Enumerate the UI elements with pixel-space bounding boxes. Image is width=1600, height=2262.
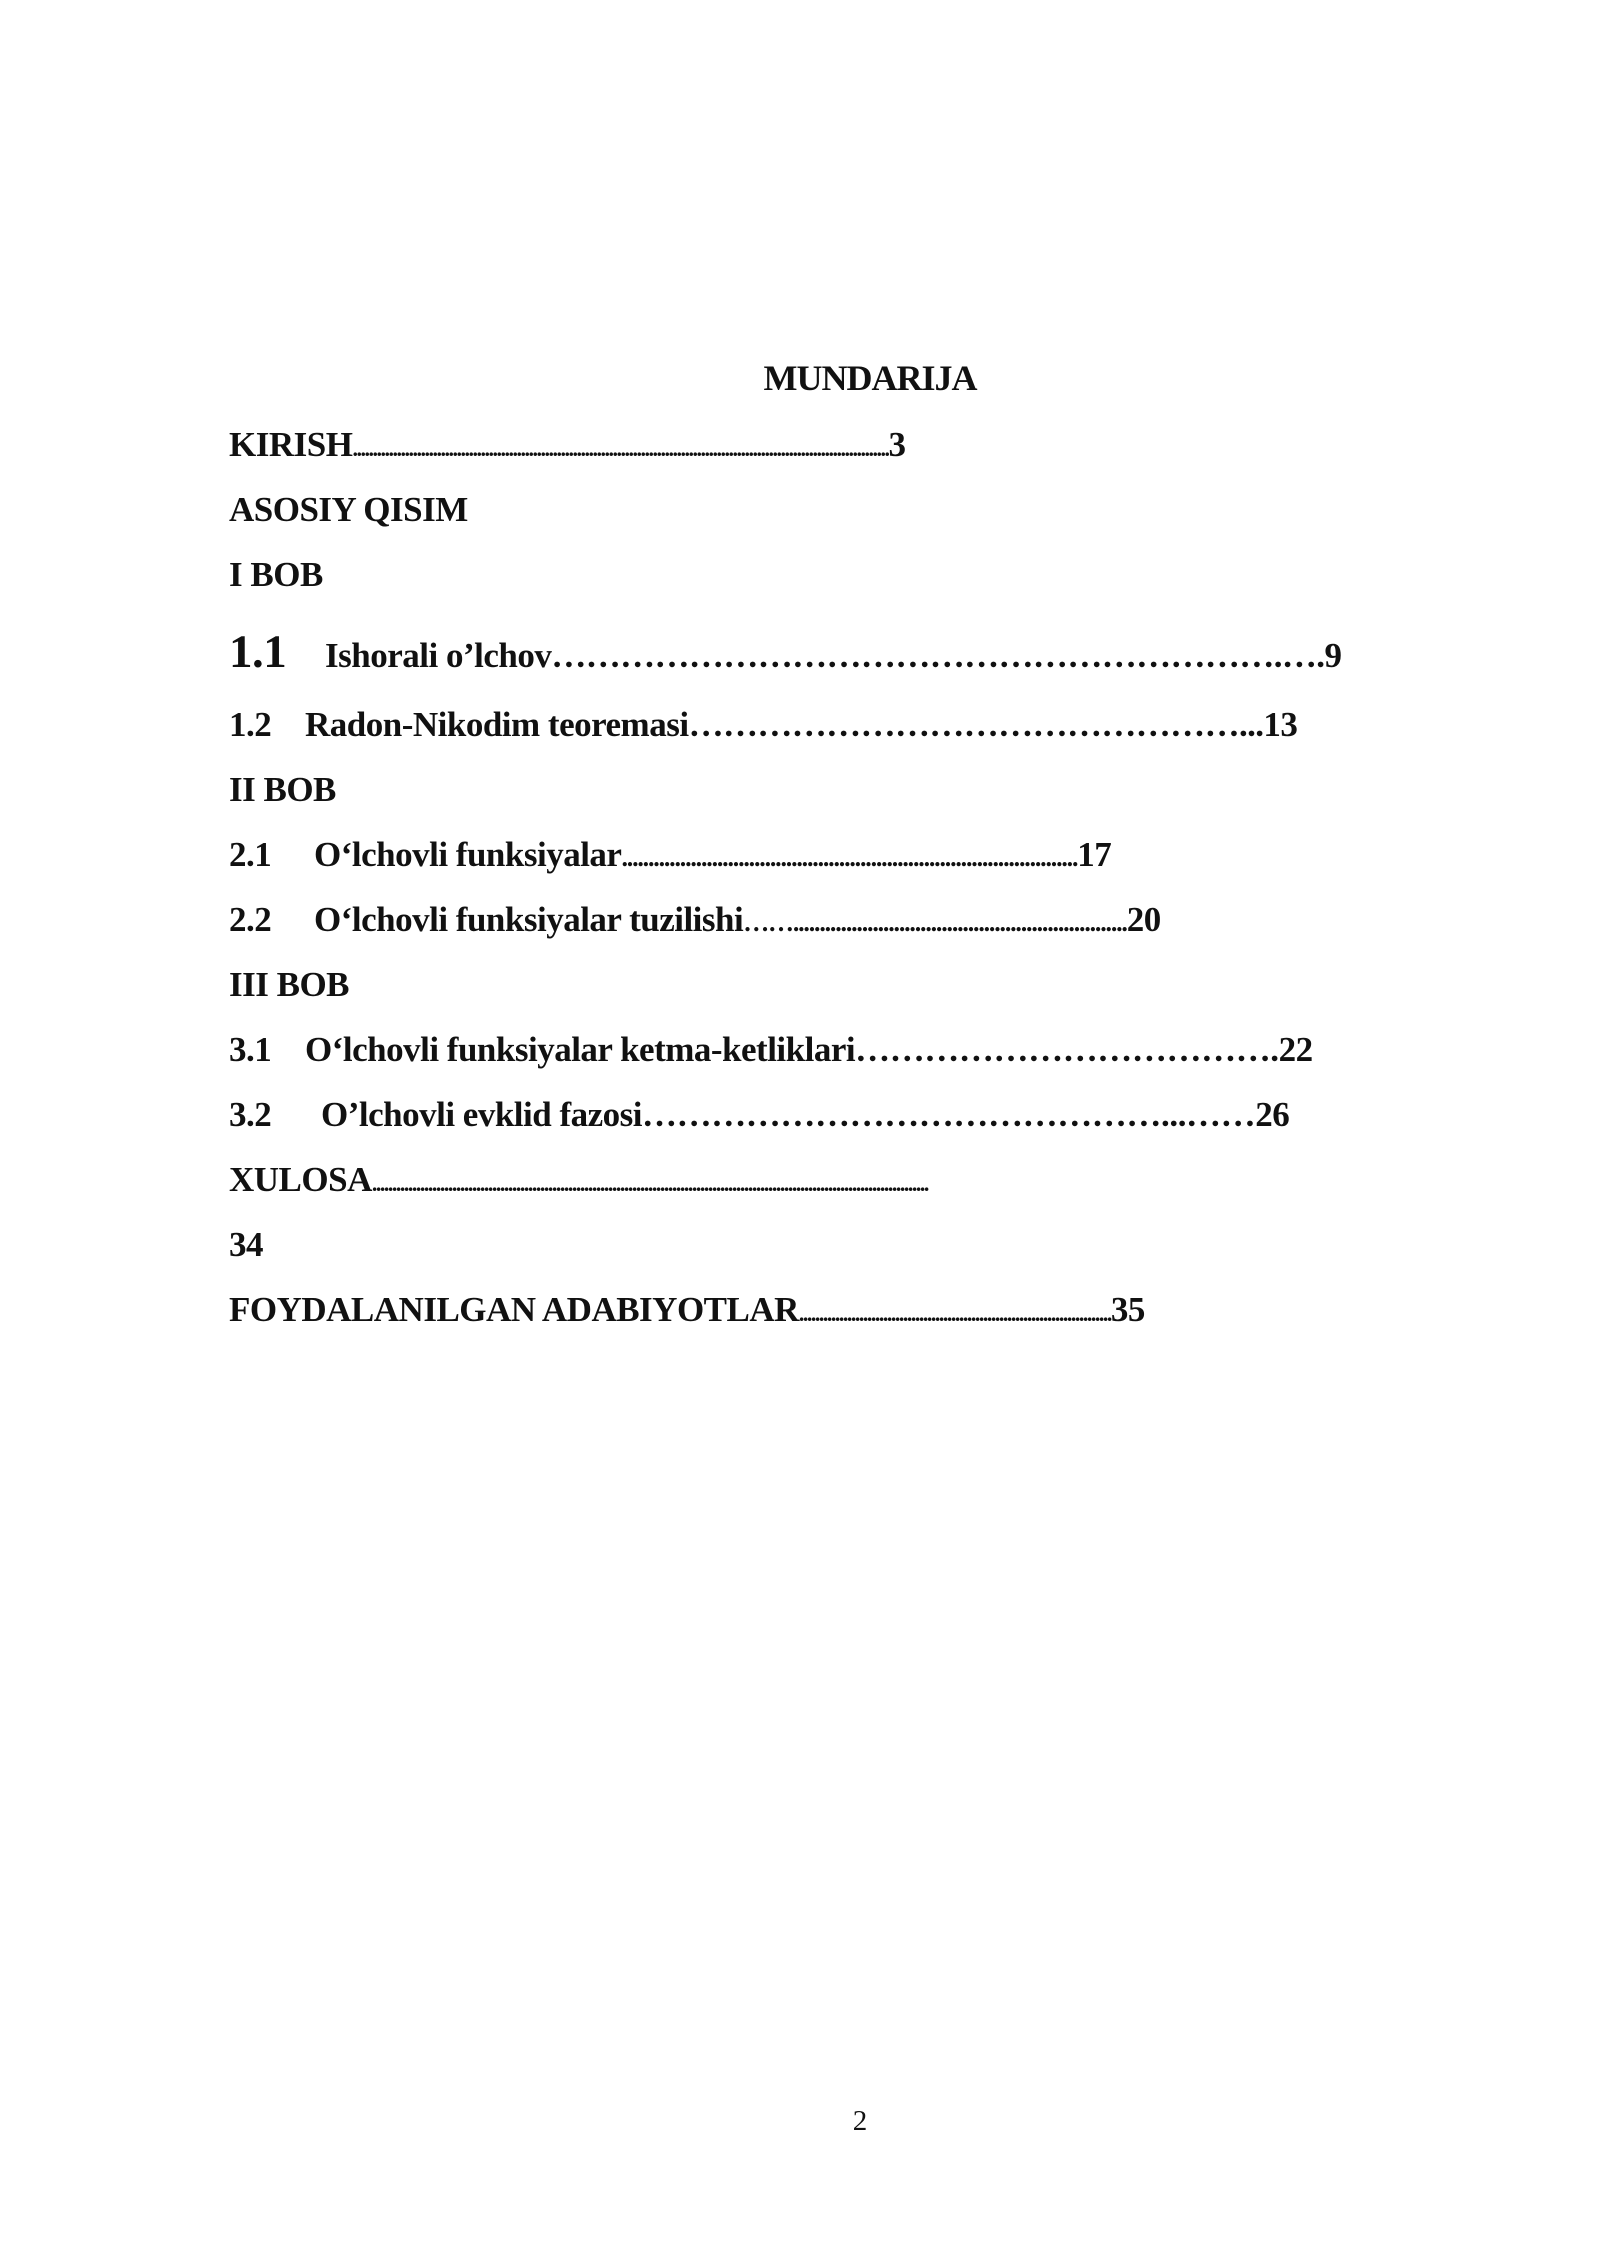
toc-entry-label: O‘lchovli funksiyalar tuzilishi — [314, 900, 744, 939]
toc-entry-number: 3.2 — [229, 1095, 272, 1134]
toc-entry-label: KIRISH — [229, 425, 353, 464]
toc-entry-1-1[interactable] — [229, 622, 1489, 682]
toc-page-number: 22 — [1278, 1030, 1313, 1069]
toc-entry-label: Radon-Nikodim teoremasi — [305, 705, 689, 744]
toc-leader: ………………………………………...…… — [642, 1095, 1256, 1134]
toc-heading-label: ASOSIY QISIM — [229, 490, 468, 529]
toc-heading-label: II BOB — [229, 770, 336, 809]
toc-page-number: 13 — [1263, 705, 1298, 744]
toc-chapter-heading — [229, 550, 323, 600]
toc-entry-3-1[interactable] — [229, 1025, 1489, 1075]
toc-page-number: 3 — [888, 425, 906, 464]
toc-section-heading — [229, 485, 468, 535]
toc-entry-number: 1.2 — [229, 705, 272, 744]
toc-entry-label: FOYDALANILGAN ADABIYOTLAR — [229, 1290, 799, 1329]
toc-page-number: 35 — [1110, 1290, 1145, 1329]
toc-heading-label: I BOB — [229, 555, 323, 594]
toc-leader: ........................................................................................................................................... — [371, 1171, 928, 1196]
toc-entry-number: 3.1 — [229, 1030, 272, 1069]
toc-leader: .............................................................................. — [798, 1301, 1111, 1326]
toc-title: MUNDARIJA — [763, 358, 977, 398]
toc-entry-xulosa[interactable] — [229, 1155, 1489, 1205]
toc-entry-1-2[interactable] — [229, 700, 1489, 750]
toc-leader: ……………………………………………………….…. — [551, 636, 1325, 675]
toc-leader: …………………………………………... — [688, 705, 1264, 744]
page-number: 2 — [852, 2105, 868, 2137]
toc-entry-kirish[interactable] — [229, 420, 1489, 470]
toc-entry-label: O‘lchovli funksiyalar ketma-ketliklari — [305, 1030, 856, 1069]
toc-entry-label: XULOSA — [229, 1160, 372, 1199]
toc-entry-3-2[interactable] — [229, 1090, 1489, 1140]
toc-leader: ……............................................................... — [743, 908, 1127, 937]
toc-leader: ...................................................................................... — [621, 843, 1078, 872]
toc-heading-label: III BOB — [229, 965, 350, 1004]
toc-entry-label: O‘lchovli funksiyalar — [314, 835, 622, 874]
toc-page-number: 17 — [1077, 835, 1112, 874]
toc-entry-adabiyotlar[interactable] — [229, 1285, 1489, 1335]
toc-leader: ...................................................................................................................................... — [352, 436, 889, 461]
toc-page-number: 34 — [229, 1225, 263, 1264]
toc-entry-2-1[interactable] — [229, 830, 1489, 880]
toc-page-number: 20 — [1126, 900, 1161, 939]
toc-entry-label: O’lchovli evklid fazosi — [321, 1095, 642, 1134]
toc-leader: ………………………………. — [855, 1030, 1279, 1069]
toc-entry-number: 1.1 — [229, 626, 287, 678]
toc-chapter-heading — [229, 960, 349, 1010]
toc-chapter-heading — [229, 765, 336, 815]
toc-page-number: 9 — [1324, 636, 1342, 675]
toc-page-number: 26 — [1255, 1095, 1290, 1134]
toc-entry-xulosa-page — [229, 1220, 263, 1270]
toc-entry-label: Ishorali o’lchov — [325, 636, 552, 675]
toc-entry-number: 2.2 — [229, 900, 272, 939]
toc-entry-2-2[interactable] — [229, 895, 1489, 945]
toc-entry-number: 2.1 — [229, 835, 272, 874]
